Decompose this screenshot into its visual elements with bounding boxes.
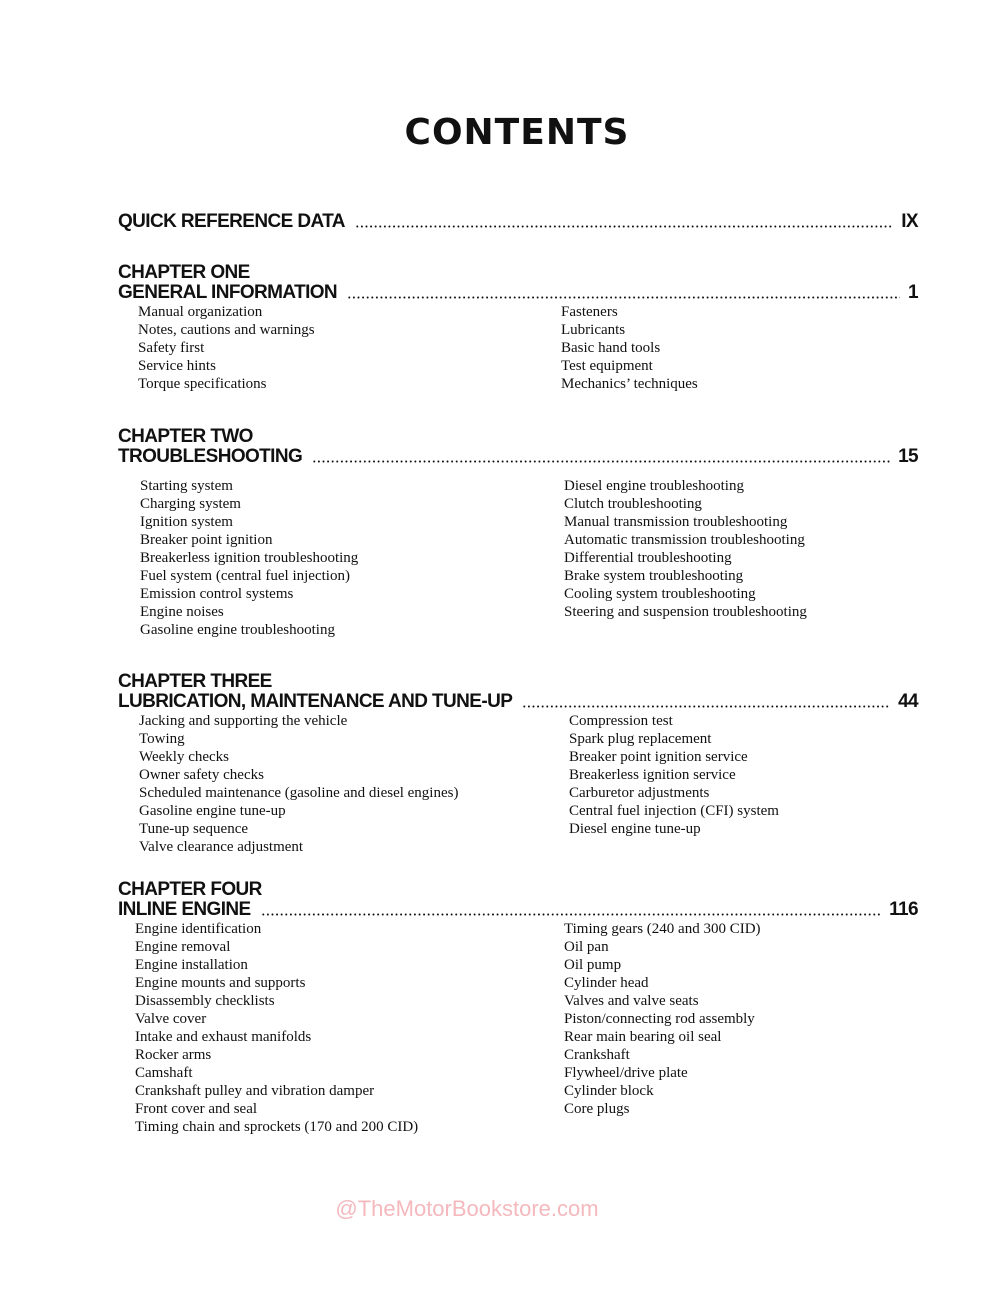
section-item[interactable]: Oil pump <box>564 957 622 973</box>
chapter-title-link[interactable] <box>118 283 918 303</box>
section-item[interactable]: Camshaft <box>135 1065 193 1081</box>
section-item[interactable]: Service hints <box>138 358 216 374</box>
sections-left-column <box>139 712 458 856</box>
section-item[interactable]: Fuel system (central fuel injection) <box>140 568 350 584</box>
dot-leader <box>355 225 893 228</box>
section-item[interactable]: Engine removal <box>135 939 231 955</box>
section-item[interactable]: Crankshaft pulley and vibration damper <box>135 1083 375 1099</box>
section-item[interactable]: Breakerless ignition service <box>569 767 736 783</box>
section-item[interactable]: Diesel engine troubleshooting <box>564 478 744 494</box>
chapter-title-link[interactable] <box>118 447 918 467</box>
section-item[interactable]: Cylinder block <box>564 1083 654 1099</box>
section-item[interactable]: Emission control systems <box>140 586 294 602</box>
section-item[interactable]: Breakerless ignition troubleshooting <box>140 550 359 566</box>
section-item[interactable]: Compression test <box>569 713 673 729</box>
sections-right-column <box>564 477 807 621</box>
section-item[interactable]: Piston/connecting rod assembly <box>564 1011 755 1027</box>
chapter-sections <box>118 920 918 1136</box>
chapter-sections <box>118 477 918 639</box>
page-title: CONTENTS <box>404 112 630 153</box>
section-item[interactable]: Notes, cautions and warnings <box>138 322 315 338</box>
section-item[interactable]: Owner safety checks <box>139 767 264 783</box>
section-item[interactable]: Front cover and seal <box>135 1101 258 1117</box>
section-item[interactable]: Gasoline engine tune-up <box>139 803 286 819</box>
section-item[interactable]: Mechanics’ techniques <box>561 376 698 392</box>
quick-reference-entry[interactable] <box>118 212 918 232</box>
chapter-number: CHAPTER TWO <box>118 426 253 447</box>
section-item[interactable]: Flywheel/drive plate <box>564 1065 688 1081</box>
section-item[interactable]: Weekly checks <box>139 749 229 765</box>
section-item[interactable]: Starting system <box>140 478 233 494</box>
chapter-page: 15 <box>898 446 918 467</box>
chapter-number: CHAPTER THREE <box>118 671 272 692</box>
dot-leader <box>522 705 890 708</box>
chapter-title-link[interactable] <box>118 692 918 712</box>
section-item[interactable]: Ignition system <box>140 514 233 530</box>
section-item[interactable]: Cooling system troubleshooting <box>564 586 756 602</box>
section-item[interactable]: Oil pan <box>564 939 609 955</box>
section-item[interactable]: Manual organization <box>138 304 263 320</box>
section-item[interactable]: Charging system <box>140 496 241 512</box>
sections-right-column <box>561 303 698 393</box>
section-item[interactable]: Breaker point ignition <box>140 532 273 548</box>
section-item[interactable]: Lubricants <box>561 322 626 338</box>
section-item[interactable]: Clutch troubleshooting <box>564 496 702 512</box>
section-item[interactable]: Differential troubleshooting <box>564 550 732 566</box>
section-item[interactable]: Timing gears (240 and 300 CID) <box>564 921 761 937</box>
chapter-number: CHAPTER FOUR <box>118 879 262 900</box>
chapter-title: LUBRICATION, MAINTENANCE AND TUNE-UP <box>118 691 513 712</box>
chapter-title-link[interactable] <box>118 900 918 920</box>
section-item[interactable]: Timing chain and sprockets (170 and 200 CID) <box>135 1119 419 1135</box>
section-item[interactable]: Valve cover <box>135 1011 207 1027</box>
section-item[interactable]: Manual transmission troubleshooting <box>564 514 788 530</box>
dot-leader <box>261 913 882 916</box>
sections-left-column <box>138 303 315 393</box>
section-item[interactable]: Steering and suspension troubleshooting <box>564 604 807 620</box>
section-item[interactable]: Rocker arms <box>135 1047 212 1063</box>
chapter-title: TROUBLESHOOTING <box>118 446 303 467</box>
section-item[interactable]: Core plugs <box>564 1101 630 1117</box>
chapter-entry <box>118 427 918 639</box>
section-item[interactable]: Engine identification <box>135 921 262 937</box>
section-item[interactable]: Fasteners <box>561 304 618 320</box>
chapter-page: 116 <box>889 899 918 920</box>
section-item[interactable]: Test equipment <box>561 358 653 374</box>
section-item[interactable]: Crankshaft <box>564 1047 630 1063</box>
section-item[interactable]: Engine installation <box>135 957 248 973</box>
section-item[interactable]: Diesel engine tune-up <box>569 821 701 837</box>
sections-left-column <box>140 477 358 639</box>
chapter-sections <box>118 712 918 856</box>
section-item[interactable]: Spark plug replacement <box>569 731 712 747</box>
section-item[interactable]: Valve clearance adjustment <box>139 839 304 855</box>
section-item[interactable]: Towing <box>139 731 185 747</box>
section-item[interactable]: Disassembly checklists <box>135 993 275 1009</box>
section-item[interactable]: Torque specifications <box>138 376 267 392</box>
chapter-title: INLINE ENGINE <box>118 899 251 920</box>
section-item[interactable]: Rear main bearing oil seal <box>564 1029 722 1045</box>
section-item[interactable]: Intake and exhaust manifolds <box>135 1029 312 1045</box>
chapter-entry <box>118 880 918 1136</box>
section-item[interactable]: Tune-up sequence <box>139 821 249 837</box>
section-item[interactable]: Safety first <box>138 340 205 356</box>
chapter-sections <box>118 303 918 393</box>
dot-leader <box>347 296 900 299</box>
chapter-page: 44 <box>898 691 918 712</box>
dot-leader <box>312 460 890 463</box>
chapter-entry <box>118 672 918 856</box>
quick-reference-page: IX <box>901 211 918 232</box>
chapter-page: 1 <box>908 282 918 303</box>
section-item[interactable]: Carburetor adjustments <box>569 785 710 801</box>
sections-right-column <box>569 712 779 838</box>
section-item[interactable]: Breaker point ignition service <box>569 749 748 765</box>
section-item[interactable]: Jacking and supporting the vehicle <box>139 713 348 729</box>
section-item[interactable]: Scheduled maintenance (gasoline and diesel engines) <box>139 785 459 801</box>
section-item[interactable]: Cylinder head <box>564 975 649 991</box>
chapter-entry <box>118 263 918 393</box>
quick-reference-label: QUICK REFERENCE DATA <box>118 211 345 232</box>
section-item[interactable]: Engine mounts and supports <box>135 975 306 991</box>
section-item[interactable]: Valves and valve seats <box>564 993 699 1009</box>
sections-right-column <box>564 920 761 1118</box>
section-item[interactable]: Automatic transmission troubleshooting <box>564 532 805 548</box>
sections-left-column <box>135 920 418 1136</box>
chapter-number: CHAPTER ONE <box>118 262 250 283</box>
watermark: @TheMotorBookstore.com <box>335 1196 599 1221</box>
section-item[interactable]: Central fuel injection (CFI) system <box>569 803 779 819</box>
section-item[interactable]: Engine noises <box>140 604 224 620</box>
section-item[interactable]: Gasoline engine troubleshooting <box>140 622 335 638</box>
chapter-title: GENERAL INFORMATION <box>118 282 338 303</box>
section-item[interactable]: Brake system troubleshooting <box>564 568 744 584</box>
section-item[interactable]: Basic hand tools <box>561 340 661 356</box>
